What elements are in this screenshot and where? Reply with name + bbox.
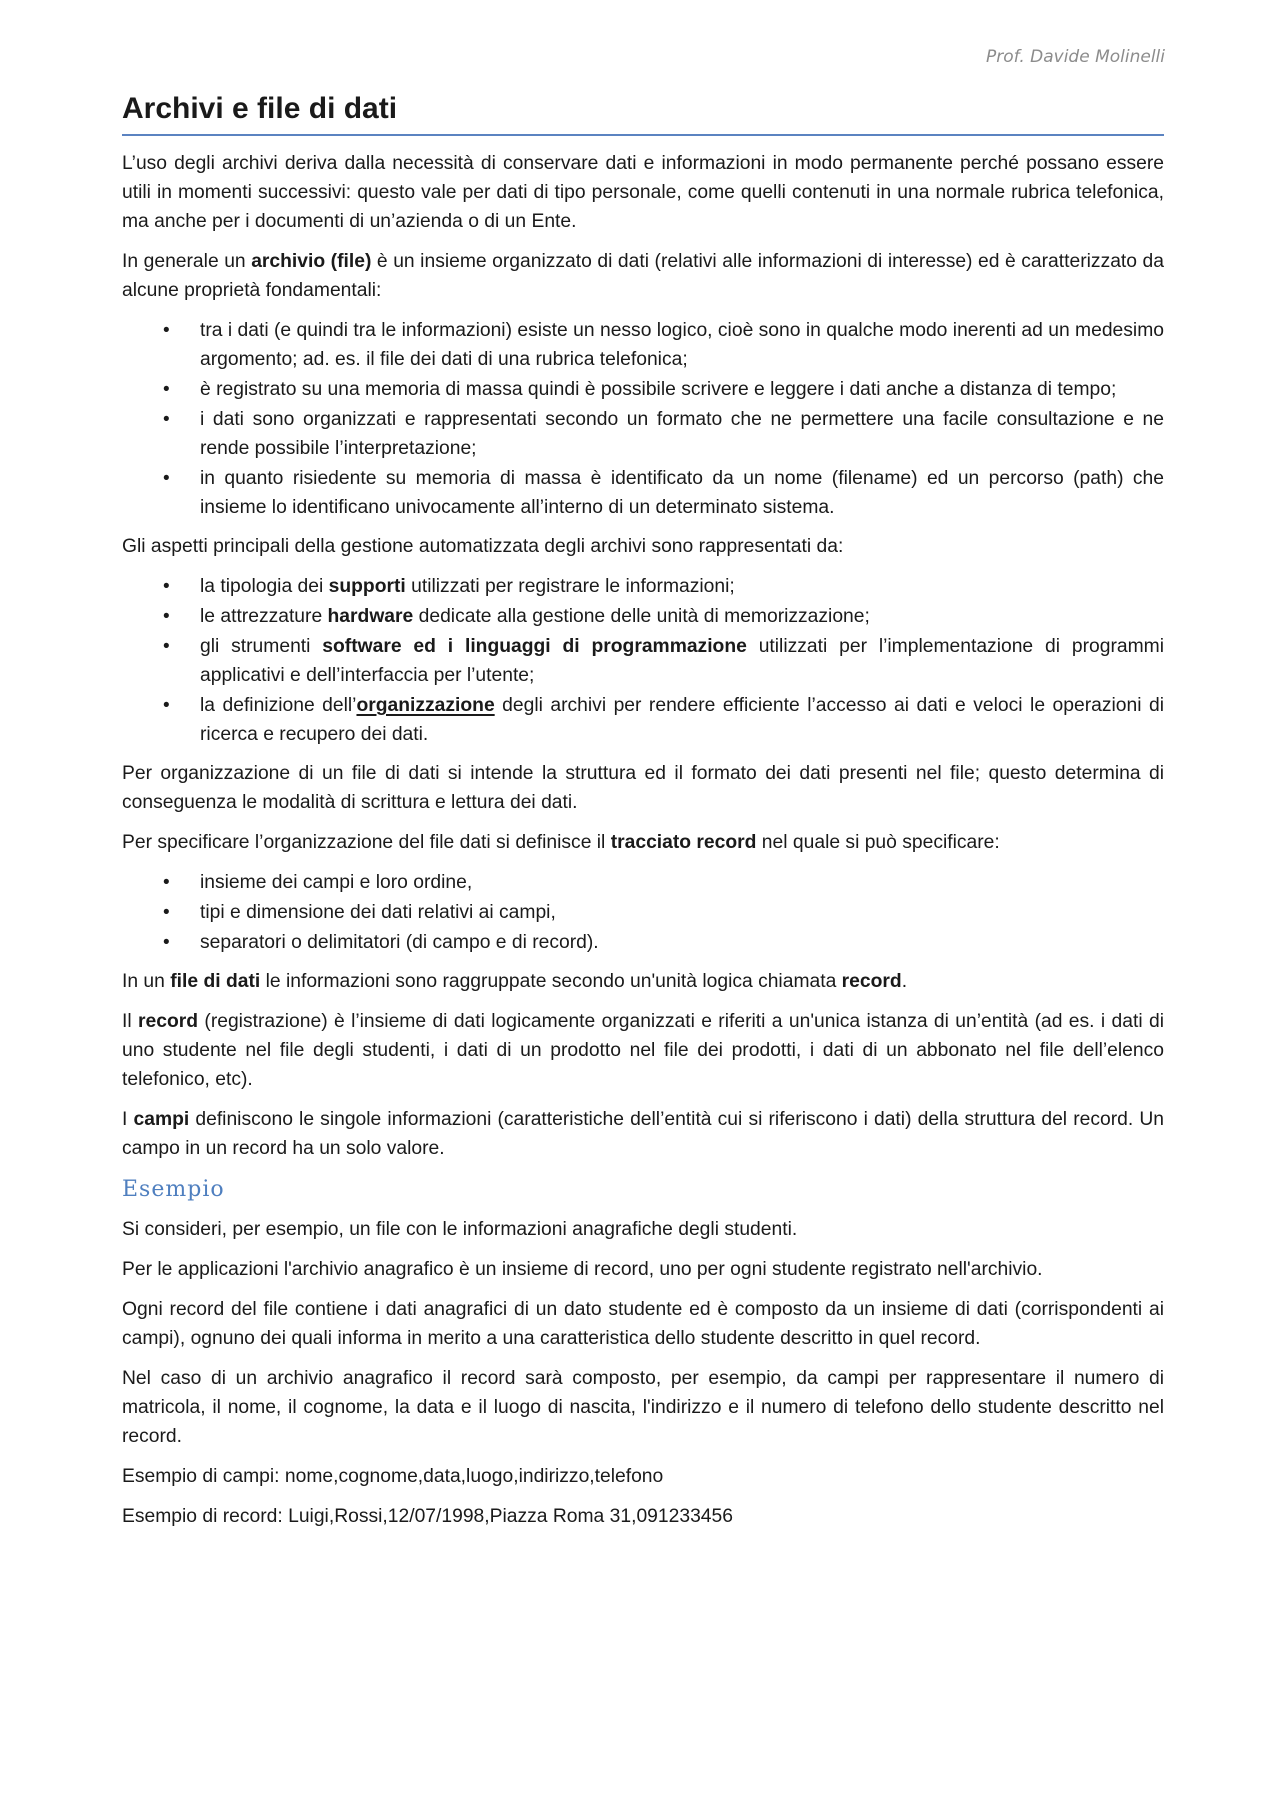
aspects-list bbox=[122, 572, 1164, 749]
layout-paragraph: Per specificare l’organizzazione del file dati si definisce il tracciato record nel quale si può specificare: bbox=[122, 832, 1000, 853]
list-item: • la definizione dell’organizzazione degli archivi per rendere efficiente l’accesso ai dati e veloci le operazioni di ricerca e recupero dei dati. bbox=[122, 691, 1164, 749]
list-item: • i dati sono organizzati e rappresentati secondo un formato che ne permettere una facile consultazione e ne rende possibile l’interpretazione; bbox=[122, 405, 1164, 463]
bullet-icon: • bbox=[163, 409, 170, 430]
record-example: Esempio di record: Luigi,Rossi,12/07/1998,Piazza Roma 31,091233456 bbox=[122, 1506, 733, 1527]
bullet-icon: • bbox=[163, 636, 170, 657]
document-body bbox=[122, 149, 1164, 1542]
list-item: • le attrezzature hardware dedicate alla gestione delle unità di memorizzazione; bbox=[122, 602, 1164, 631]
page-title: Archivi e file di dati bbox=[122, 92, 1164, 136]
bullet-icon: • bbox=[163, 320, 170, 341]
list-item: • in quanto risiedente su memoria di massa è identificato da un nome (filename) ed un percorso (path) che insieme lo identificano univocamente all’interno di un determinato sistema. bbox=[122, 464, 1164, 522]
list-item: • insieme dei campi e loro ordine, bbox=[122, 868, 1164, 897]
layout-list bbox=[122, 868, 1164, 957]
bullet-icon: • bbox=[163, 468, 170, 489]
author-header: Prof. Davide Molinelli bbox=[986, 47, 1165, 67]
organization-paragraph: Per organizzazione di un file di dati si intende la struttura ed il formato dei dati presenti nel file; questo determina di conseguenza le modalità di scrittura e lettura dei dati. bbox=[122, 763, 1164, 813]
example-paragraph: Per le applicazioni l'archivio anagrafico è un insieme di record, uno per ogni studente registrato nell'archivio. bbox=[122, 1259, 1043, 1280]
bullet-icon: • bbox=[163, 379, 170, 400]
bullet-icon: • bbox=[163, 695, 170, 716]
record-definition: Il record (registrazione) è l’insieme di dati logicamente organizzati e riferiti a un'unica istanza di un’entità (ad es. i dati di uno studente nel file degli studenti, i dati di un prodotto nel file dei prodotti, i dati di un abbonato nel file dell’elenco telefonico, etc). bbox=[122, 1011, 1164, 1090]
list-item: • gli strumenti software ed i linguaggi di programmazione utilizzati per l’implementazione di programmi applicativi e dell’interfaccia per l’utente; bbox=[122, 632, 1164, 690]
fields-example: Esempio di campi: nome,cognome,data,luogo,indirizzo,telefono bbox=[122, 1466, 664, 1487]
aspects-intro: Gli aspetti principali della gestione automatizzata degli archivi sono rappresentati da: bbox=[122, 536, 844, 557]
bullet-icon: • bbox=[163, 902, 170, 923]
list-item: • la tipologia dei supporti utilizzati per registrare le informazioni; bbox=[122, 572, 1164, 601]
list-item: • tra i dati (e quindi tra le informazioni) esiste un nesso logico, cioè sono in qualche modo inerenti ad un medesimo argomento; ad. es. il file dei dati di una rubrica telefonica; bbox=[122, 316, 1164, 374]
bullet-icon: • bbox=[163, 872, 170, 893]
example-paragraph: Nel caso di un archivio anagrafico il record sarà composto, per esempio, da campi per rappresentare il numero di matricola, il nome, il cognome, la data e il luogo di nascita, l'indirizzo e il numero di telefono dello studente descritto nel record. bbox=[122, 1368, 1164, 1447]
bullet-icon: • bbox=[163, 932, 170, 953]
definition-paragraph: In generale un archivio (file) è un insieme organizzato di dati (relativi alle informazioni di interesse) ed è caratterizzato da alcune proprietà fondamentali: bbox=[122, 251, 1164, 301]
example-heading: Esempio bbox=[122, 1177, 225, 1202]
example-paragraph: Si consideri, per esempio, un file con le informazioni anagrafiche degli studenti. bbox=[122, 1219, 798, 1240]
list-item: • tipi e dimensione dei dati relativi ai campi, bbox=[122, 898, 1164, 927]
datafile-paragraph: In un file di dati le informazioni sono raggruppate secondo un'unità logica chiamata record. bbox=[122, 971, 908, 992]
fields-definition: I campi definiscono le singole informazioni (caratteristiche dell’entità cui si riferiscono i dati) della struttura del record. Un campo in un record ha un solo valore. bbox=[122, 1109, 1164, 1159]
bullet-icon: • bbox=[163, 606, 170, 627]
bullet-icon: • bbox=[163, 576, 170, 597]
intro-paragraph: L’uso degli archivi deriva dalla necessità di conservare dati e informazioni in modo permanente perché possano essere utili in momenti successivi: questo vale per dati di tipo personale, come quelli contenuti in una normale rubrica telefonica, ma anche per i documenti di un’azienda o di un Ente. bbox=[122, 153, 1164, 232]
list-item: • è registrato su una memoria di massa quindi è possibile scrivere e leggere i dati anche a distanza di tempo; bbox=[122, 375, 1164, 404]
properties-list bbox=[122, 316, 1164, 522]
list-item: • separatori o delimitatori (di campo e di record). bbox=[122, 928, 1164, 957]
example-paragraph: Ogni record del file contiene i dati anagrafici di un dato studente ed è composto da un insieme di dati (corrispondenti ai campi), ognuno dei quali informa in merito a una caratteristica dello studente descritto in quel record. bbox=[122, 1299, 1164, 1349]
